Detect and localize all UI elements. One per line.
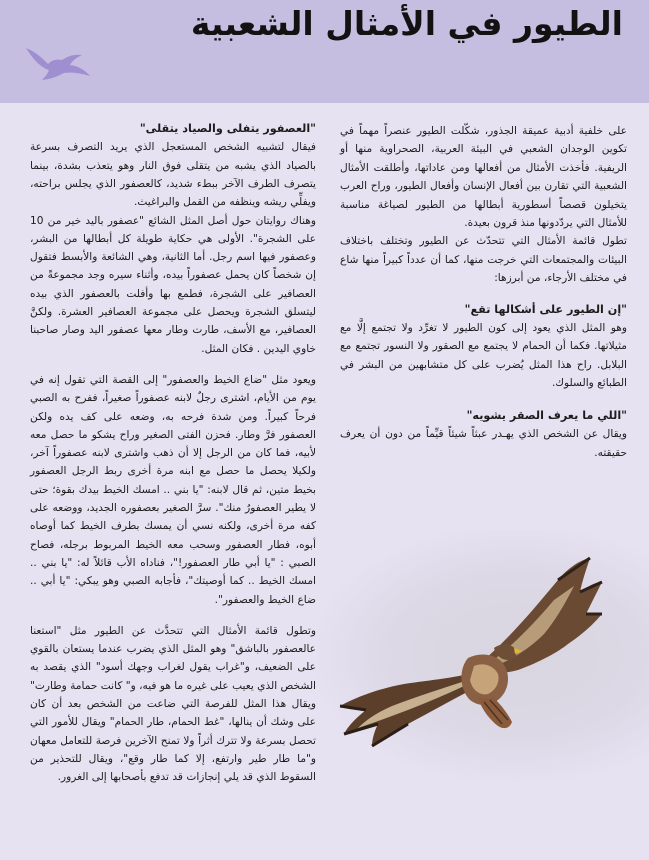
story-paragraph: وهناك روايتان حول أصل المثل الشائع "عصفور باليد خير من 10 على الشجرة". الأولى هي حكاية طويلة كل أبطالها من البشر، وعصفور فيها اسم رجل. أما الثانية، وهي الشائعة والأبسط فتقول إن شخصاً كان يحمل عصفوراً بيده، وأثناء سيره وجد مجموعةً من العصافير على الشجرة، فطمع بها وأفلت بالعصفور الذي بيده ليتسلق الشجرة ويحصل على مجموعة العصافير العشرة. ولكنَّ العصافير، مع الأسف، طارت وطار معها عصفور اليد وصار صاحبنا خاوي اليدين . فكان المثل. xyxy=(30,214,316,355)
intro-paragraph: على خلفية أدبية عميقة الجذور، شكّلت الطيور عنصراً مهماً في تكوين الوجدان الشعبي في البيئة العربية، الصحراوية منها أو الريفية. فأخذت الأمثال من أفعالها ومن عاداتها، وأطلقت الأمثال الشعبية التي تقارن بين أفعال الإنسان وأفعال الطيور، وراح العرب يتخيلون قصصاً أسطورية أبطالها من الطيور لصياغة مناسبة للأمثال التي يردّدونها منذ قرون بعيدة. xyxy=(340,125,627,230)
eagle-tail xyxy=(478,698,512,728)
header-band xyxy=(0,0,649,103)
proverb-explanation: فيقال لتشبيه الشخص المستعجل الذي يريد التصرف بسرعة بالصياد الذي يشبه من يتقلى فوق النار وهو يتعذب بشدة، بينما يتصرف الطرف الآخر ببطء شديد، كالعصفور الذي يجلس براحته، ويفلِّي ريشه وينظفه من القمل والبراغيث. xyxy=(30,141,316,209)
proverb-heading: "العصفور يتفلى والصياد يتقلى" xyxy=(139,122,316,135)
closing-paragraph: وتطول قائمة الأمثال التي تتحدَّث عن الطيور مثل "استعنا عالعصفور بالباشق" وهو المثل الذي يضرب عندما يستعان بالقوي على الضعيف، و"غراب يقول لغراب وجهك أسود" الذي يقصد به الشخص الذي يعيب على غيره ما هو فيه، و" كانت حمامة وطارت" ويقال هذا المثل للفرصة التي ضاعت من الشخص بعد أن كان على وشك أن ينالها، "غط الحمام، طار الحمام" ويقال للأمور التي تحصل بسرعة ولا تترك أثراً ولا تمنح الآخرين فرصة للتعامل معهان و"ما طار طير وارتفع، إلا كما طار وقع"، ويقال للتحذير من السقوط الذي قد يلي إنجازات قد تدفع بأصحابها إلى الغرور. xyxy=(30,624,316,784)
proverb-heading: "إن الطيور على أشكالها تقع" xyxy=(464,302,627,316)
proverb-heading: "اللي ما يعرف الصقر يشويه" xyxy=(466,408,627,422)
proverb-explanation: ويقال عن الشخص الذي يهـدر عبثاً شيئاً قيِّماً من دون أن يعرف حقيقته. xyxy=(340,428,627,459)
eagle-right-wing xyxy=(478,558,602,673)
soaring-eagle-illustration xyxy=(318,530,649,780)
proverb-explanation: وهو المثل الذي يعود إلى كون الطيور لا تغرِّد ولا تجتمع إلَّا مع مثيلاتها. فكما أن الحمام لا يجتمع مع الصقور ولا النسور تجتمع مع البلابل. راح هذا المثل يُضرب على كل متشابهين من البشر في الطبائع والسلوك. xyxy=(340,322,627,390)
eagle-illustration xyxy=(318,530,649,780)
left-column xyxy=(30,120,316,800)
page-title: الطيور في الأمثال الشعبية xyxy=(190,4,623,43)
story-paragraph: ويعود مثل "ضاع الخيط والعصفور" إلى القصة التي تقول إنه في يوم من الأيام، اشترى رجلٌ لابنه عصفوراً صغيراً، ففرح به الصبي فرحاً كبيراً. ومن شدة فرحه به، وضعه على كف يده ولكن العصفور فرَّ وطار. فحزن الفتى الصغير وراح يشكو ما حصل معه لأبيه، فما كان من الرجل إلا أن ذهب واشترى لابنه عصفوراً آخر، ولكيلا يحصل ما حصل مع ابنه مرة أخرى ربط الرجل العصفور بخيط متين، ثم قال لابنه: "يا بني .. امسك الخيط بيدك بقوة؛ حتى لا يطير العصفورُ منك". سرَّ الصغير بعصفوره الجديد، ووضعه على كفه مرة أخرى، ولكنه نسي أن يمسك بطرف الخيط كما أوصاه أبوه، فطار العصفور وسحب معه الخيط المربوط برجله، فصاح الصبي : "يا أبي طار العصفور!"، فناداه الأب قائلاً له: "يا بني .. امسك الخيط .. كما أوصيتك"، فأجابه الصبي وهو يبكي: "يا أبي .. ضاع الخيط والعصفور". xyxy=(30,373,316,606)
right-column xyxy=(340,122,627,475)
flying-bird-icon xyxy=(22,40,92,82)
intro-paragraph-2: تطول قائمة الأمثال التي تتحدّث عن الطيور وتختلف باختلاف البيئات والمجتمعات التي خرجت منها، كما أن عدداً كبيراً منها شاع في مختلف الأرجاء، من أبرزها: xyxy=(340,235,627,285)
